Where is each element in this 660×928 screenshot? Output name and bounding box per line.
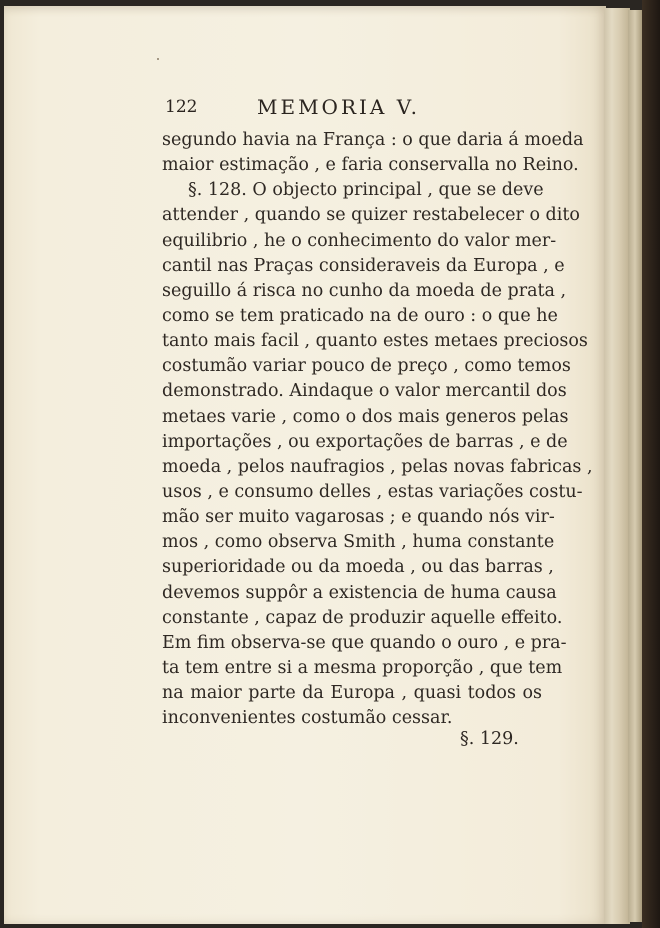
running-header [165,95,541,119]
text-line: superioridade ou da moeda , ou das barras , [162,557,554,578]
text-line: demonstrado. Aindaque o valor mercantil dos [162,381,567,402]
section-start-line: §. 128. O objecto principal , que se deve [188,180,544,201]
body-text [162,128,593,731]
text-line: usos , e consumo delles , estas variações costu- [162,481,583,502]
text-line: attender , quando se quizer restabelecer o dito [162,205,580,226]
text-line: devemos suppôr a existencia de huma causa [162,582,557,603]
text-line: Em fim observa-se que quando o ouro , e pra- [162,632,567,653]
page-edges-outer [628,10,642,922]
text-line: tanto mais facil , quanto estes metaes preciosos [162,331,588,352]
text-line: constante , capaz de produzir aquelle effeito. [162,607,563,628]
paper-speck [157,58,159,60]
text-line: cantil nas Praças consideraveis da Europa , e [162,255,565,276]
text-line: segundo havia na França : o que daria á moeda [162,130,584,150]
text-line: metaes varie , como o dos mais generos pelas [162,406,569,427]
text-line: costumão variar pouco de preço , como temos [162,356,571,377]
text-line: ta tem entre si a mesma proporção , que tem [162,657,563,678]
text-line: na maior parte da Europa , quasi todos os [162,683,542,704]
text-line: inconvenientes costumão cessar. [162,708,453,729]
text-line: importações , ou exportações de barras , e de [162,431,568,452]
catchword: §. 129. [460,729,519,749]
running-title: MEMORIA V. [257,95,421,119]
text-line: maior estimação , e faria conservalla no Reino. [162,155,579,176]
text-line: como se tem praticado na de ouro : o que he [162,305,558,326]
text-line: seguillo á risca no cunho da moeda de prata , [162,280,567,301]
text-line: mos , como observa Smith , huma constante [162,532,555,553]
page-edges [604,8,630,924]
book-binding [642,0,660,928]
page-number: 122 [165,97,198,117]
text-line: moeda , pelos naufragios , pelas novas fabricas , [162,456,593,477]
text-line: mão ser muito vagarosas ; e quando nós vir- [162,507,555,528]
text-line: equilibrio , he o conhecimento do valor mer- [162,230,557,251]
